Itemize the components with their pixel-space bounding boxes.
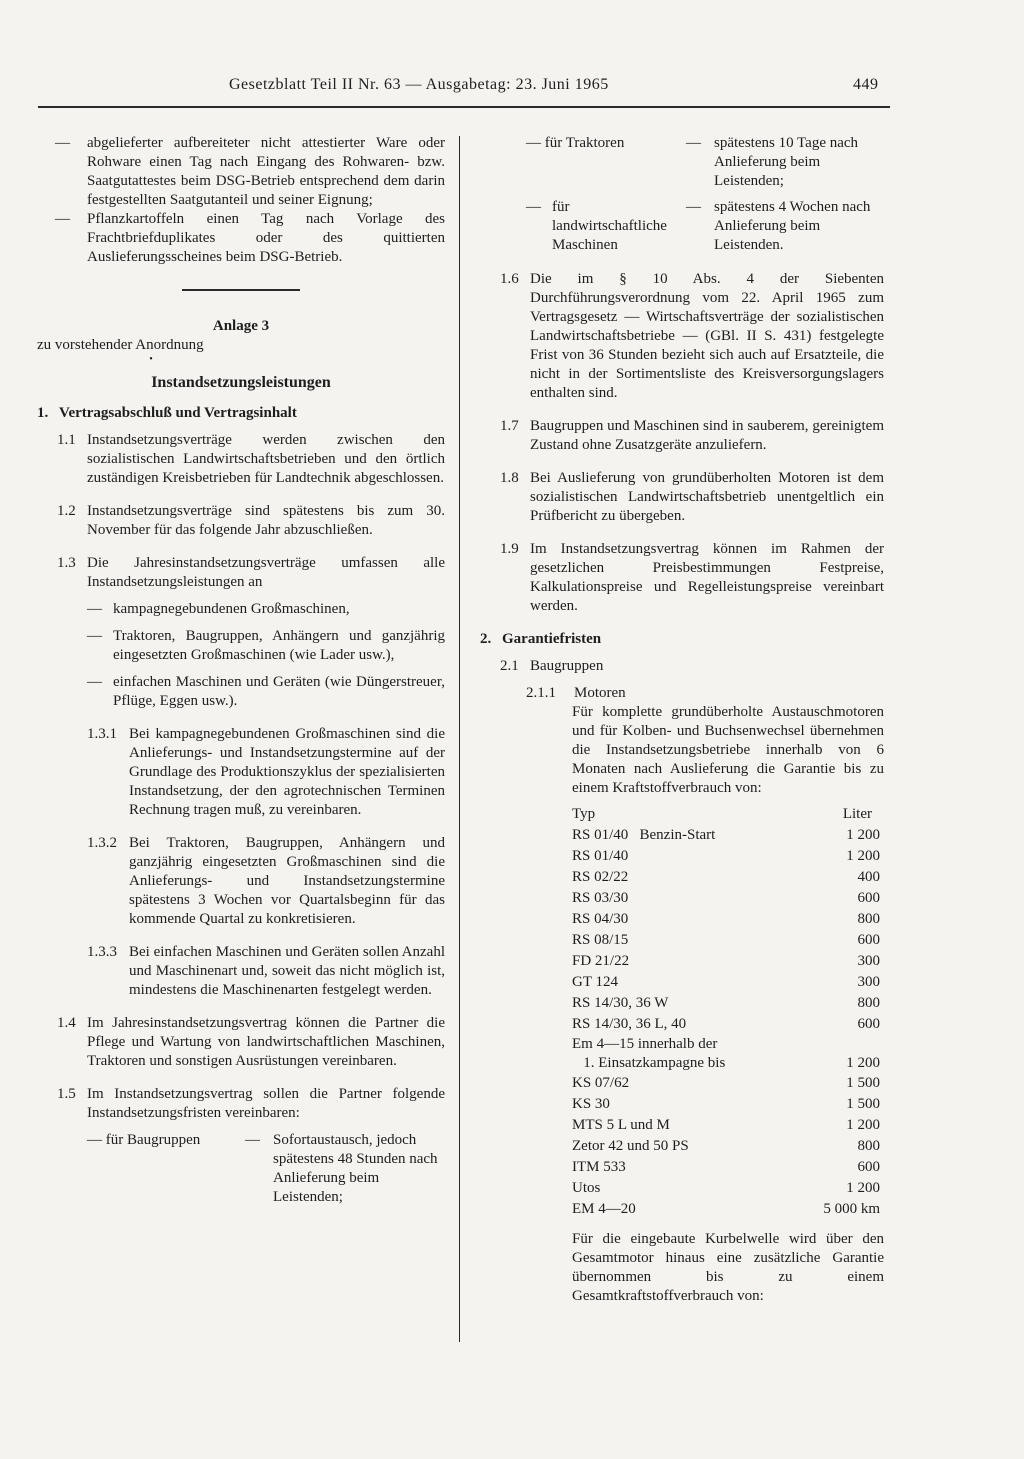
kurbelwelle-text: Für die eingebaute Kurbelwelle wird über den Gesamtmotor hinaus eine zusätzliche Garantie übernommen bis zu einem Gesamtkraftstoffverbrauch von: (572, 1231, 884, 1304)
main-title: Instandsetzungsleistungen (151, 374, 331, 391)
cell-liter: 1 500 (846, 1096, 880, 1112)
cell-liter: 600 (857, 1159, 880, 1175)
table-row (572, 846, 880, 867)
cell-liter: 1 200 (846, 1117, 880, 1133)
fuel-table (572, 804, 880, 1220)
header-title: Gesetzblatt Teil II Nr. 63 — Ausgabetag: 23. Juni 1965 (229, 76, 609, 93)
cell-typ: EM 4—20 (572, 1201, 636, 1217)
cell-liter: 800 (857, 995, 880, 1011)
cell-liter: 400 (857, 869, 880, 885)
cell-liter: 1 500 (846, 1075, 880, 1091)
cell-liter: 600 (857, 890, 880, 906)
table-row (572, 1035, 880, 1073)
cell-typ: RS 04/30 (572, 911, 629, 927)
ink-dot: • (149, 354, 153, 365)
table-row (572, 993, 880, 1014)
list-item: — kampagnegebundenen Großmaschinen, (87, 601, 350, 617)
cell-typ: Zetor 42 und 50 PS (572, 1138, 689, 1154)
table-row (572, 930, 880, 951)
table-row (572, 1178, 880, 1199)
cell-liter: 800 (857, 1138, 880, 1154)
section-2-heading: 2. Garantiefristen (480, 631, 602, 647)
cell-liter: 600 (857, 1016, 880, 1032)
para-1-3: 1.3 Die Jahresinstandsetzungsverträge umfassen alle Instandsetzungsleistungen an (57, 555, 445, 590)
col-typ: Typ (572, 806, 596, 822)
table-row (572, 1199, 880, 1220)
list-item: — Traktoren, Baugruppen, Anhängern und ganzjährig eingesetzten Großmaschinen (wie Lader usw.), (87, 628, 445, 663)
cell-typ: RS 03/30 (572, 890, 629, 906)
cell-typ: GT 124 (572, 974, 618, 990)
table-row (572, 1136, 880, 1157)
table-row (572, 1073, 880, 1094)
para-2-1: 2.1 Baugruppen (500, 658, 604, 674)
anlage-title: Anlage 3 (212, 318, 270, 334)
table-row (572, 1014, 880, 1035)
para-1-6: 1.6 Die im § 10 Abs. 4 der Siebenten Durchführungsverordnung vom 22. April 1965 zum Vertragsgesetz — Wirtschaftsverträge der sozialistischen Landwirtschaftsbetriebe — (GBl. II S. 431) festgelegte Frist von 36 Stunden bezieht sich auch auf Ersatzteile, die nicht in der Sortimentsliste des Kreisversorgungslagers enthalten sind. (500, 271, 884, 401)
table-row (572, 1094, 880, 1115)
table-row (572, 909, 880, 930)
table-row (572, 825, 880, 846)
column-divider (459, 136, 460, 1342)
cell-typ: RS 01/40 Benzin-Start (572, 827, 716, 843)
para-1-7: 1.7 Baugruppen und Maschinen sind in sauberem, gereinigtem Zustand ohne Zusatzgeräte anzuliefern. (500, 418, 884, 453)
cell-liter: 5 000 km (823, 1201, 880, 1217)
section-separator (182, 289, 300, 291)
col-liter: Liter (842, 806, 872, 822)
motoren-text: Für komplette grundüberholte Austauschmotoren und für Kolben- und Buchsenwechsel übernehmen die Instandsetzungsbetriebe innerhalb von 6 Monaten nach Auslieferung die Garantie bis zu einem Kraftstoffverbrauch von: (572, 704, 884, 796)
cell-typ: RS 14/30, 36 W (572, 995, 669, 1011)
para-1-1: 1.1 Instandsetzungsverträge werden zwischen den sozialistischen Landwirtschaftsbetrieben und den örtlich zuständigen Kreisbetrieben für Landtechnik abgeschlossen. (57, 432, 445, 486)
para-1-3-1: 1.3.1 Bei kampagnegebundenen Großmaschinen sind die Anlieferungs- und Instandsetzungstermine auf der Grundlage des Produktionszyklus der spezialisierten Instandsetzung, der den agrotechnischen Terminen Rechnung tragen muß, zu vereinbaren. (87, 726, 445, 818)
table-header (572, 804, 880, 825)
page-number: 449 (853, 76, 879, 93)
table-row (572, 951, 880, 972)
cell-typ: RS 02/22 (572, 869, 629, 885)
cell-liter: 300 (857, 974, 880, 990)
intro-item-1: — abgelieferter aufbereiteter nicht attestierter Ware oder Rohware einen Tag nach Eingang des Rohwaren- bzw. Saatgutattestes beim DSG-Betrieb entsprechend dem darin festgestellten Saatgutanteil und seiner Eignung; (55, 135, 445, 208)
cell-liter: 600 (857, 932, 880, 948)
para-2-1-1: 2.1.1 Motoren (526, 685, 626, 701)
intro-item-2: — Pflanzkartoffeln einen Tag nach Vorlage des Frachtbriefduplikates oder des quittierten Auslieferungsscheines beim DSG-Betrieb. (55, 211, 445, 265)
para-1-3-3: 1.3.3 Bei einfachen Maschinen und Geräten sollen Anzahl und Maschinenart und, soweit das nicht möglich ist, mindestens die Maschinenarten festgelegt werden. (87, 944, 445, 998)
cell-liter: 300 (857, 953, 880, 969)
para-1-5: 1.5 Im Instandsetzungsvertrag sollen die Partner folgende Instandsetzungsfristen vereinbaren: (57, 1086, 445, 1121)
section-1-heading: 1. Vertragsabschluß und Vertragsinhalt (37, 405, 297, 421)
cell-liter: 1 200 (846, 848, 880, 864)
cell-liter: 1 200 (846, 1055, 880, 1071)
frist-baugruppen: — für Baugruppen — Sofortaustausch, jedoch spätestens 48 Stunden nach Anlieferung beim Leistenden; (87, 1132, 438, 1205)
anlage-subtitle: zu vorstehender Anordnung (37, 337, 204, 353)
list-item: — einfachen Maschinen und Geräten (wie Düngerstreuer, Pflüge, Eggen usw.). (87, 674, 445, 709)
page-header (0, 76, 1024, 100)
cell-typ: KS 30 (572, 1096, 610, 1112)
table-row (572, 867, 880, 888)
table-row (572, 888, 880, 909)
para-1-8: 1.8 Bei Auslieferung von grundüberholten Motoren ist dem sozialistischen Landwirtschaftsbetrieb unentgeltlich ein Prüfbericht zu übergeben. (500, 470, 884, 524)
table-row (572, 1115, 880, 1136)
cell-liter: 800 (857, 911, 880, 927)
frist-landw-maschinen: — für landwirtschaftliche Maschinen — spätestens 4 Wochen nach Anlieferung beim Leistenden. (526, 199, 871, 253)
cell-typ: KS 07/62 (572, 1075, 630, 1091)
para-1-2: 1.2 Instandsetzungsverträge sind spätestens bis zum 30. November für das folgende Jahr abzuschließen. (57, 503, 445, 538)
table-row (572, 972, 880, 993)
cell-typ: RS 08/15 (572, 932, 629, 948)
left-column (37, 134, 445, 1207)
cell-typ: ITM 533 (572, 1159, 626, 1175)
table-row (572, 1157, 880, 1178)
cell-typ: Em 4—15 innerhalb der 1. Einsatzkampagne bis (572, 1036, 726, 1071)
cell-typ: Utos (572, 1180, 601, 1196)
frist-traktoren: — für Traktoren — spätestens 10 Tage nach Anlieferung beim Leistenden; (526, 135, 859, 189)
cell-typ: FD 21/22 (572, 953, 630, 969)
cell-typ: RS 01/40 (572, 848, 629, 864)
cell-typ: MTS 5 L und M (572, 1117, 670, 1133)
cell-liter: 1 200 (846, 1180, 880, 1196)
para-1-3-2: 1.3.2 Bei Traktoren, Baugruppen, Anhängern und ganzjährig eingesetzten Großmaschinen sind die Anlieferungs- und Instandsetzungstermine spätestens 3 Wochen vor Quartalsbeginn für das kommende Quartal zu konkretisieren. (87, 835, 445, 927)
right-column (480, 134, 884, 1306)
para-1-9: 1.9 Im Instandsetzungsvertrag können im Rahmen der gesetzlichen Preisbestimmungen Festpreise, Kalkulationspreise und Regelleistungspreise vereinbart werden. (500, 541, 884, 614)
header-rule (38, 106, 890, 108)
cell-typ: RS 14/30, 36 L, 40 (572, 1016, 687, 1032)
para-1-4: 1.4 Im Jahresinstandsetzungsvertrag können die Partner die Pflege und Wartung von landwirtschaftlichen Maschinen, Traktoren und sonstigen Ausrüstungen vereinbaren. (57, 1015, 445, 1069)
cell-liter: 1 200 (846, 827, 880, 843)
